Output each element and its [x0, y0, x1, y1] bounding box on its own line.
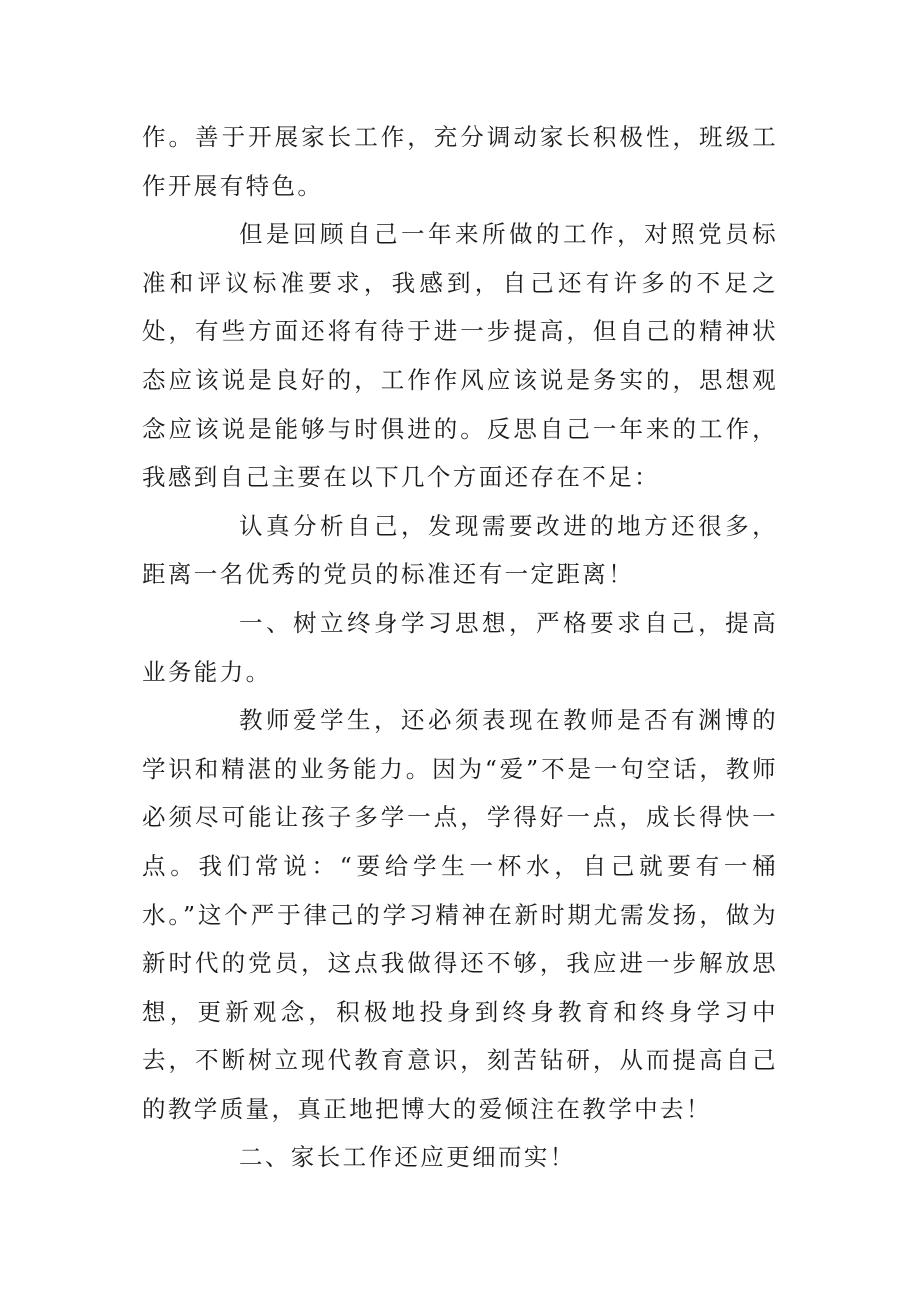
section-heading-2: 二、家长工作还应更细而实！ [239, 1143, 576, 1172]
paragraph-lifelong-learning: 教师爱学生，还必须表现在教师是否有渊博的学识和精湛的业务能力。因为“爱”不是一句空话，教师必须尽可能让孩子多学一点，学得好一点，成长得快一点。我们常说：“要给学生一杯水，自己就要有一桶水。”这个严于律己的学习精神在新时期尤需发扬，做为新时代的党员，这点我做得还不够，我应进一步解放思想，更新观念，积极地投身到终身教育和终身学习中去，不断树立现代教育意识，刻苦钻研，从而提高自己的教学质量，真正地把博大的爱倾注在教学中去！ [142, 706, 778, 1123]
paragraph-continuation: 作。善于开展家长工作，充分调动家长积极性，班级工作开展有特色。 [142, 123, 778, 200]
document-body [142, 113, 778, 1182]
section-heading-1: 一、树立终身学习思想，严格要求自己，提高业务能力。 [142, 608, 778, 686]
paragraph-self-review: 但是回顾自己一年来所做的工作，对照党员标准和评议标准要求，我感到，自己还有许多的不足之处，有些方面还将有待于进一步提高，但自己的精神状态应该说是良好的，工作作风应该说是务实的，思想观念应该说是能够与时俱进的。反思自己一年来的工作，我感到自己主要在以下几个方面还存在不足： [142, 220, 778, 492]
paragraph-analysis: 认真分析自己，发现需要改进的地方还很多，距离一名优秀的党员的标准还有一定距离！ [142, 511, 778, 589]
